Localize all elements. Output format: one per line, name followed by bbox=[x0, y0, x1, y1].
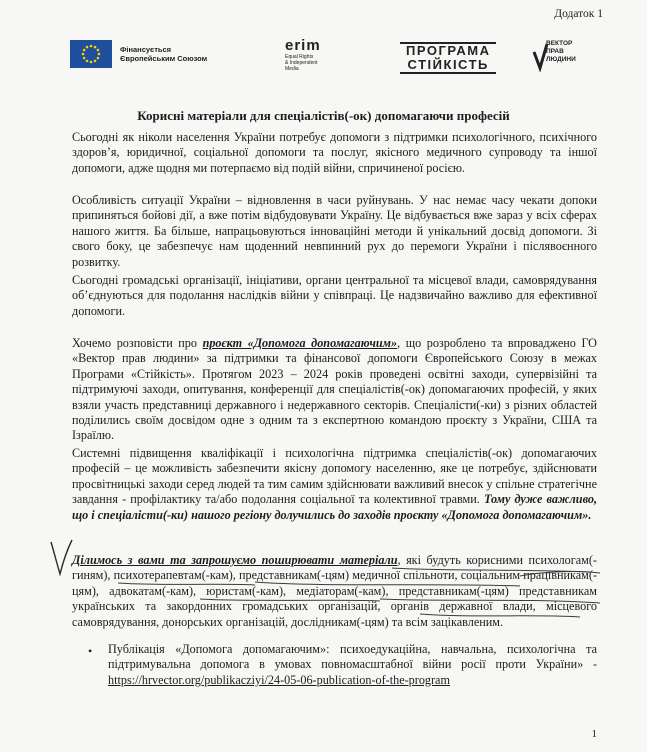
erim-logo bbox=[285, 38, 321, 72]
programa-logo-line1: ПРОГРАМА bbox=[406, 43, 491, 58]
eu-flag-icon bbox=[70, 40, 112, 68]
eu-logo-line2: Європейським Союзом bbox=[120, 54, 208, 63]
vektor-logo-line2: ПРАВ bbox=[546, 48, 564, 55]
vektor-logo bbox=[532, 40, 580, 72]
erim-logo-sub2: & Independent bbox=[285, 60, 318, 66]
page-number: 1 bbox=[591, 728, 597, 740]
annex-label: Додаток 1 bbox=[554, 8, 603, 20]
programa-logo bbox=[400, 42, 496, 74]
erim-logo-word: erim bbox=[285, 37, 321, 54]
publication-item bbox=[108, 642, 597, 688]
programa-logo-line2: СТІЙКІСТЬ bbox=[407, 57, 489, 72]
paragraph-4-body: , що розроблено та впроваджено ГО «Вектор прав людини» за підтримки та фінансової допомоги Європейського Союзу в межах Програми «Стійкість». Протягом 2023 – 2024 років проведені освітні заходи, супервізійні та підтримуючі заходи, опитування, конференції для спеціалістів(-ок) допомагаючих професій, у яких взяли участь представниці державного і недержавного секторів. Спеціалісти(-ки) з різних областей поділились своїм досвідом одне з одним та з експертною командою проєкту з України, США та Ізраїлю. bbox=[72, 336, 597, 443]
share-invitation: Ділимось з вами та запрошуємо поширювати матеріали bbox=[72, 553, 398, 567]
paragraph-6 bbox=[72, 553, 597, 630]
paragraph-2: Особливість ситуації України – відновлення в часи руйнувань. У нас немає часу чекати допоки припиняться бойові дії, а вже потім відбудовувати Україну. Це відбувається вже зараз у всіх сферах нашого життя. Ба більше, напрацьовуються інноваційні методи й унікальний досвід допомоги. Зі свого боку, це забезпечує нам щоденний невпинний рух до перемоги України і післявоєнного розвитку. bbox=[72, 193, 597, 269]
paragraph-5-body: Системні підвищення кваліфікації і психологічна підтримка спеціалістів(-ок) допомагаючих професій – це можливість забезпечити якісну допомогу населенню, яке це потребує, здійснювати просвітницькі заходи серед людей та тим самим здійснювати важливий внесок у спільне стратегічне завдання - профілактику та/або подолання соціальної та колективної травми. bbox=[72, 446, 597, 507]
bullet-icon: • bbox=[88, 644, 93, 658]
paragraph-4 bbox=[72, 336, 597, 444]
paragraph-6-body: , які будуть корисними психологам(-гиням), психотерапевтам(-кам), представникам(-цям) медичної спільноти, соціальним працівникам(-цям), адвокатам(-кам), юристам(-кам), медіаторам(-кам), представникам(-цям) представникам українських та закордонних громадських організацій, органів державної влади, місцевого самоврядування, донорських організацій, дослідникам(-цям) та всім зацікавленим. bbox=[72, 553, 597, 629]
paragraph-3: Сьогодні громадські організації, ініціативи, органи центральної та місцевої влади, самоврядування об’єднуються для подолання наслідків війни у співпраці. Це надзвичайно важливо для ефективної допомоги. bbox=[72, 273, 597, 318]
erim-logo-sub1: Equal Rights bbox=[285, 54, 314, 60]
eu-logo bbox=[70, 40, 207, 68]
vektor-logo-line1: ВЕКТОР bbox=[546, 40, 573, 47]
publication-description: Публікація «Допомога допомагаючим»: психоедукаційна, навчальна, психологічна та підтримувальна допомога в умовах повномасштабної війни росії проти України» - bbox=[108, 642, 597, 672]
paragraph-5 bbox=[72, 446, 597, 523]
erim-logo-sub3: Media bbox=[285, 66, 299, 72]
publication-link[interactable]: https://hrvector.org/publikacziyi/24-05-06-publication-of-the-program bbox=[108, 672, 450, 687]
vektor-logo-line3: ЛЮДИНИ bbox=[546, 56, 576, 63]
paragraph-1: Сьогодні як ніколи населення України потребує допомоги з підтримки психологічного, психічного здоров’я, юридичної, соціальної допомоги та послуг, якісного медичного супроводу та іншої допомоги, адже щодня ми потерпаємо від подій війни, спричиненої росією. bbox=[72, 130, 597, 175]
eu-logo-line1: Фінансується bbox=[120, 45, 172, 54]
handwritten-check-icon bbox=[49, 538, 73, 576]
project-name: проєкт «Допомога допомагаючим» bbox=[202, 336, 398, 350]
document-title: Корисні матеріали для спеціалістів(-ок) допомагаючи професій bbox=[137, 108, 510, 123]
paragraph-4-intro: Хочемо розповісти про bbox=[72, 336, 203, 350]
paragraph-5-emphasis: Тому дуже важливо, що і спеціалісти(-ки) нашого регіону долучились до заходів проєкту «Допомога допомагаючим». bbox=[72, 492, 597, 522]
logo-strip bbox=[70, 38, 580, 78]
